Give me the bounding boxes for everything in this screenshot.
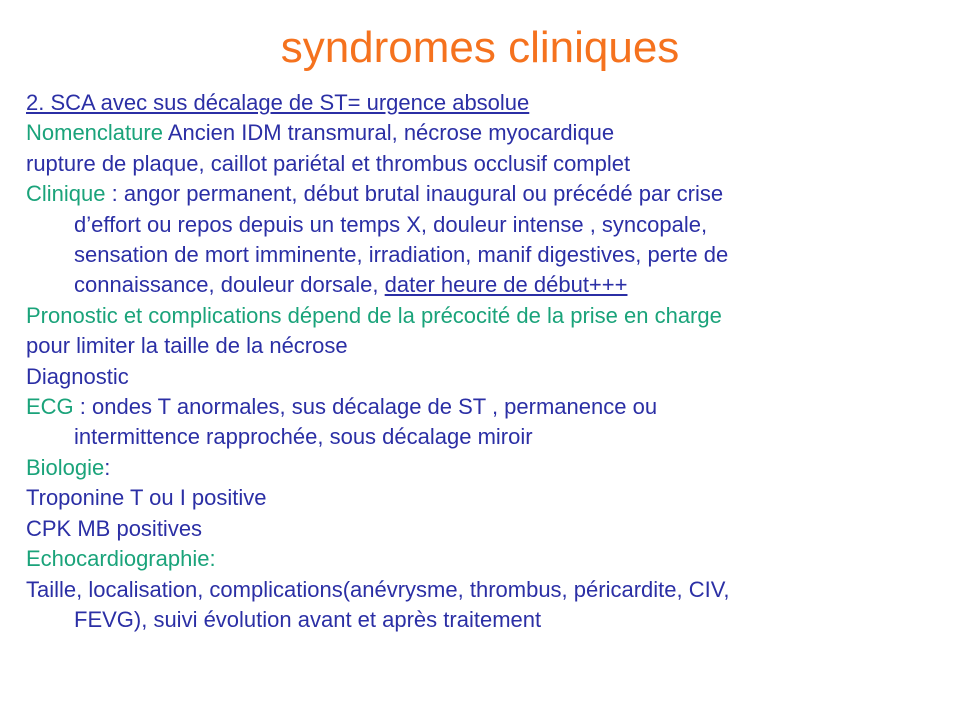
clinique-text: : angor permanent, début brutal inaugural ou précédé par crise xyxy=(105,181,724,207)
clinique-line xyxy=(26,179,946,209)
nomenclature-text: Ancien IDM transmural, nécrose myocardique xyxy=(162,120,615,146)
clinique-continuation xyxy=(26,270,946,300)
echo-continuation: FEVG), suivi évolution avant et après traitement xyxy=(74,606,542,632)
diagnostic-heading: Diagnostic xyxy=(26,363,129,389)
clinique-emphasis: dater heure de début+++ xyxy=(384,272,628,298)
biologie-label: Biologie xyxy=(26,454,105,480)
ecg-text: : ondes T anormales, sus décalage de ST , permanence ou xyxy=(73,394,658,420)
slide-content xyxy=(26,88,946,635)
ecg-line xyxy=(26,392,946,422)
clinique-continuation: d’effort ou repos depuis un temps X, douleur intense , syncopale, xyxy=(74,211,708,237)
biologie-item: Troponine T ou I positive xyxy=(26,485,267,511)
biologie-colon: : xyxy=(104,454,111,480)
echo-text: Taille, localisation, complications(anévrysme, thrombus, péricardite, CIV, xyxy=(26,576,730,602)
nomenclature-label: Nomenclature xyxy=(26,120,163,146)
slide-title: syndromes cliniques xyxy=(280,23,680,72)
text-line: rupture de plaque, caillot pariétal et thrombus occlusif complet xyxy=(26,150,631,176)
biologie-item: CPK MB positives xyxy=(26,515,203,541)
ecg-label: ECG xyxy=(26,394,74,420)
pronostic-continuation: pour limiter la taille de la nécrose xyxy=(26,333,348,359)
clinique-text: connaissance, douleur dorsale, xyxy=(74,272,385,298)
nomenclature-line xyxy=(26,118,946,148)
clinique-label: Clinique xyxy=(26,181,106,207)
section-heading: 2. SCA avec sus décalage de ST= urgence absolue xyxy=(26,90,530,115)
biologie-line xyxy=(26,453,946,483)
echo-heading: Echocardiographie: xyxy=(26,546,216,572)
ecg-continuation: intermittence rapprochée, sous décalage miroir xyxy=(74,424,533,450)
pronostic-line: Pronostic et complications dépend de la précocité de la prise en charge xyxy=(26,302,722,328)
clinique-continuation: sensation de mort imminente, irradiation, manif digestives, perte de xyxy=(74,242,729,268)
